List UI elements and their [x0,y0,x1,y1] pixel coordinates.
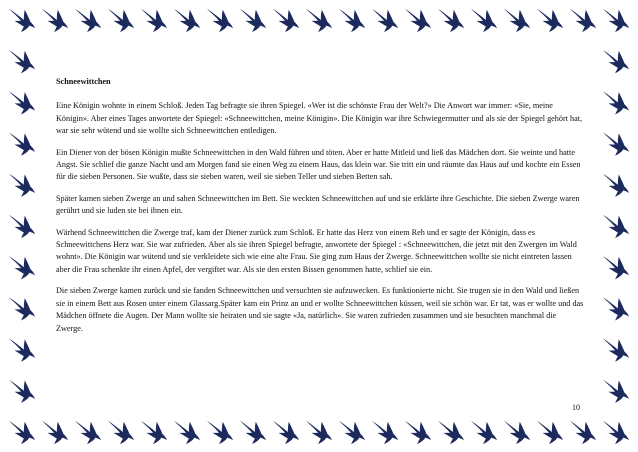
swallow-icon [537,421,563,444]
swallow-icon [570,9,596,32]
swallow-icon [603,297,629,320]
swallow-icon [405,9,431,32]
swallow-icon [108,421,134,444]
swallow-icon [603,215,629,238]
swallow-icon [372,421,398,444]
swallow-icon [174,421,200,444]
swallow-icon [306,421,332,444]
swallow-icon [9,421,35,444]
swallow-icon [9,338,35,361]
swallow-icon [471,9,497,32]
swallow-icon [273,9,299,32]
swallow-icon [603,91,629,114]
swallow-icon [603,50,629,73]
swallow-icon [438,421,464,444]
story-text [56,76,584,344]
swallow-icon [9,380,35,403]
swallow-icon [75,9,101,32]
swallow-icon [240,9,266,32]
swallow-icon [9,297,35,320]
swallow-icon [603,338,629,361]
swallow-icon [108,9,134,32]
swallow-icon [207,9,233,32]
swallow-icon [75,421,101,444]
swallow-icon [339,9,365,32]
swallow-icon [603,174,629,197]
swallow-icon [471,421,497,444]
page-number: 10 [572,403,580,412]
swallow-icon [603,421,629,444]
swallow-icon [174,9,200,32]
swallow-icon [306,9,332,32]
swallow-icon [603,132,629,155]
swallow-icon [603,256,629,279]
swallow-icon [141,421,167,444]
paragraph-1: Eine Königin wohnte in einem Schloß. Jeden Tag befragte sie ihren Spiegel. «Wer ist die schönste Frau der Welt?» Die Anwort war immer: «Sie, meine Königin». Aber eines Tages anwortete der Spiegel: «Schneewittchen, meine Königin». Die Königin war ihre Schwiegermutter und als sie der Spiegel gehört hat, war sie sehr wütend und sie wollte sich Schneewittchen entledigen. [56,101,583,136]
swallow-icon [9,9,35,32]
swallow-icon [9,132,35,155]
swallow-icon [603,9,629,32]
swallow-icon [372,9,398,32]
swallow-icon [339,421,365,444]
swallow-icon [42,9,68,32]
swallow-icon [537,9,563,32]
swallow-icon [9,256,35,279]
swallow-icon [438,9,464,32]
paragraph-2: Ein Diener von der bösen Königin mußte Schneewittchen in den Wald führen und töten. Aber er hatte Mitleid und ließ das Mädchen dort. Sie weinte und hatte Angst. Sie schlief die ganze Nacht und am Morgen fand sie einen Weg zu einem Haus, das klein war. Sie tritt ein und räumte das Haus auf und kochte ein Essen für die sieben Personen. Sie wußte, dass sie sieben waren, weil sie sieben Teller und sieben Betten sah. [56,147,581,182]
paragraph-3: Später kamen sieben Zwerge an und sahen Schneewittchen im Bett. Sie weckten Schneewittchen auf und sie erklärte ihre Geschichte. Die sieben Zwerge waren gerührt und sie luden sie bei ihnen ein. [56,193,580,216]
swallow-icon [42,421,68,444]
swallow-icon [9,50,35,73]
swallow-icon [141,9,167,32]
swallow-icon [504,421,530,444]
swallow-icon [9,215,35,238]
swallow-icon [273,421,299,444]
swallow-icon [240,421,266,444]
swallow-icon [207,421,233,444]
story-title: Schneewittchen [56,77,111,86]
swallow-icon [405,421,431,444]
swallow-icon [570,421,596,444]
swallow-icon [9,91,35,114]
paragraph-4: Wärhend Schneewittchen die Zwerge traf, kam der Diener zurück zum Schloß. Er hatte das Herz von einem Reh und er sagte der Königin, dass es Schneewittchens Herz war. Sie war zufrieden. Aber als sie ihren Spiegel befragte, anwortete der Spiegel : «Schneewittchen, die jetzt mit den Zwergen im Wald wohnt». Die Königin war wütend und sie verkleidete sich wie eine alte Frau. Sie ging zum Haus der Zwerge. Schneewittchen wollte sie nicht eintreten lassen aber die Frau schenkte ihr einen Apfel, der vergiftet war. Als sie den ersten Bissen genommen hatte, schlief sie ein. [56,227,577,274]
paragraph-5: Die sieben Zwerge kamen zurück und sie fanden Schneewittchen und versuchten sie aufzuwecken. Es funktionierte nicht. Sie trugen sie in den Wald und ließen sie in einem Bett aus Rosen unter einem Glassarg.Später kam ein Prinz an und er wollte Schneewittchen küssen, weil sie schön war. Er tat, was er wollte und das Mädchen öffnete die Augen. Der Mann wollte sie heiraten und sie sagte «Ja, natürlich». Sie waren zufrieden zusammen und sie besuchten manchmal die Zwerge. [56,286,584,333]
swallow-icon [9,174,35,197]
swallow-icon [504,9,530,32]
swallow-icon [603,380,629,403]
